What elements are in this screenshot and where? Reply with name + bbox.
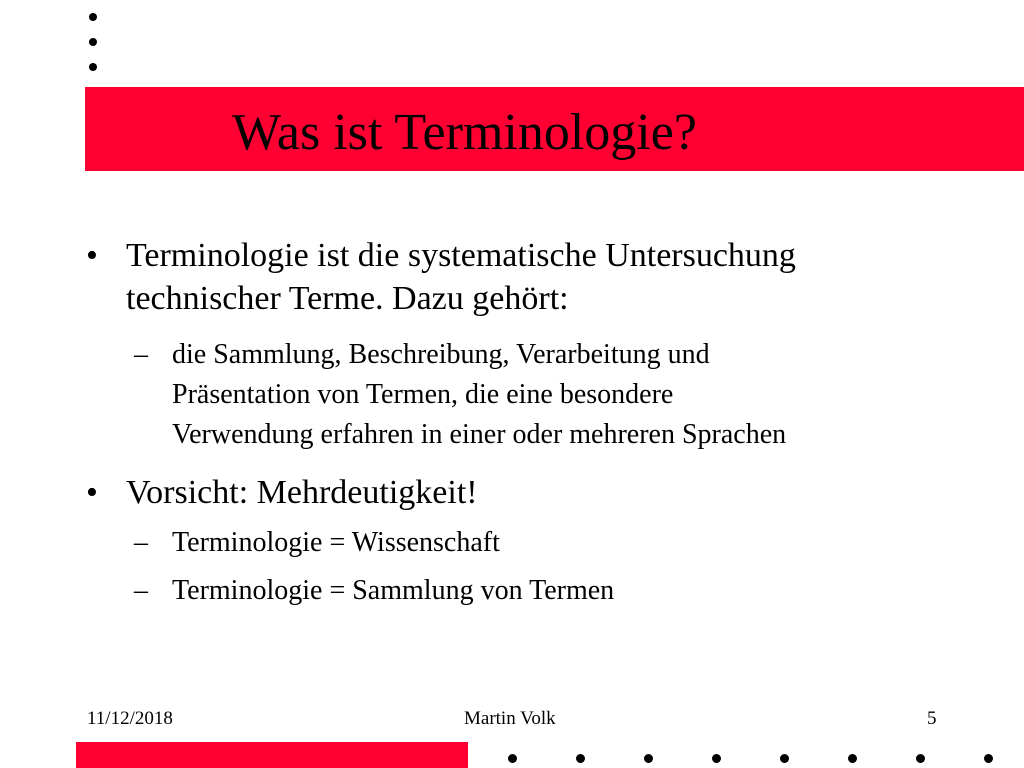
sub-bullet-text-line: Verwendung erfahren in einer oder mehreren Sprachen — [172, 419, 787, 450]
dash-marker: – — [134, 527, 148, 558]
dot-decoration — [89, 63, 97, 71]
dot-decoration — [89, 38, 97, 46]
sub-bullet-text-line: die Sammlung, Beschreibung, Verarbeitung und — [172, 339, 710, 370]
bullet-text-line: technischer Terme. Dazu gehört: — [126, 280, 569, 317]
footer-date: 11/12/2018 — [87, 708, 173, 729]
bullet-marker: • — [86, 237, 98, 274]
dot-decoration — [848, 754, 857, 763]
dot-decoration — [780, 754, 789, 763]
sub-bullet-text-line: Terminologie = Sammlung von Termen — [172, 575, 615, 606]
footer-page-number: 5 — [927, 708, 937, 729]
sub-bullet-text-line: Präsentation von Termen, die eine besondere — [172, 379, 674, 410]
sub-bullet-text-line: Terminologie = Wissenschaft — [172, 527, 500, 558]
bullet-text-line: Vorsicht: Mehrdeutigkeit! — [126, 474, 478, 511]
dot-decoration — [89, 13, 97, 21]
dot-decoration — [916, 754, 925, 763]
bottom-accent-bar — [76, 742, 468, 768]
dash-marker: – — [134, 575, 148, 606]
slide-title: Was ist Terminologie? — [232, 104, 697, 161]
footer-author: Martin Volk — [464, 708, 556, 729]
dash-marker: – — [134, 339, 148, 370]
dot-decoration — [576, 754, 585, 763]
bullet-text-line: Terminologie ist die systematische Untersuchung — [126, 237, 796, 274]
bullet-marker: • — [86, 474, 98, 511]
dot-decoration — [508, 754, 517, 763]
dot-decoration — [712, 754, 721, 763]
dot-decoration — [984, 754, 993, 763]
dot-decoration — [644, 754, 653, 763]
